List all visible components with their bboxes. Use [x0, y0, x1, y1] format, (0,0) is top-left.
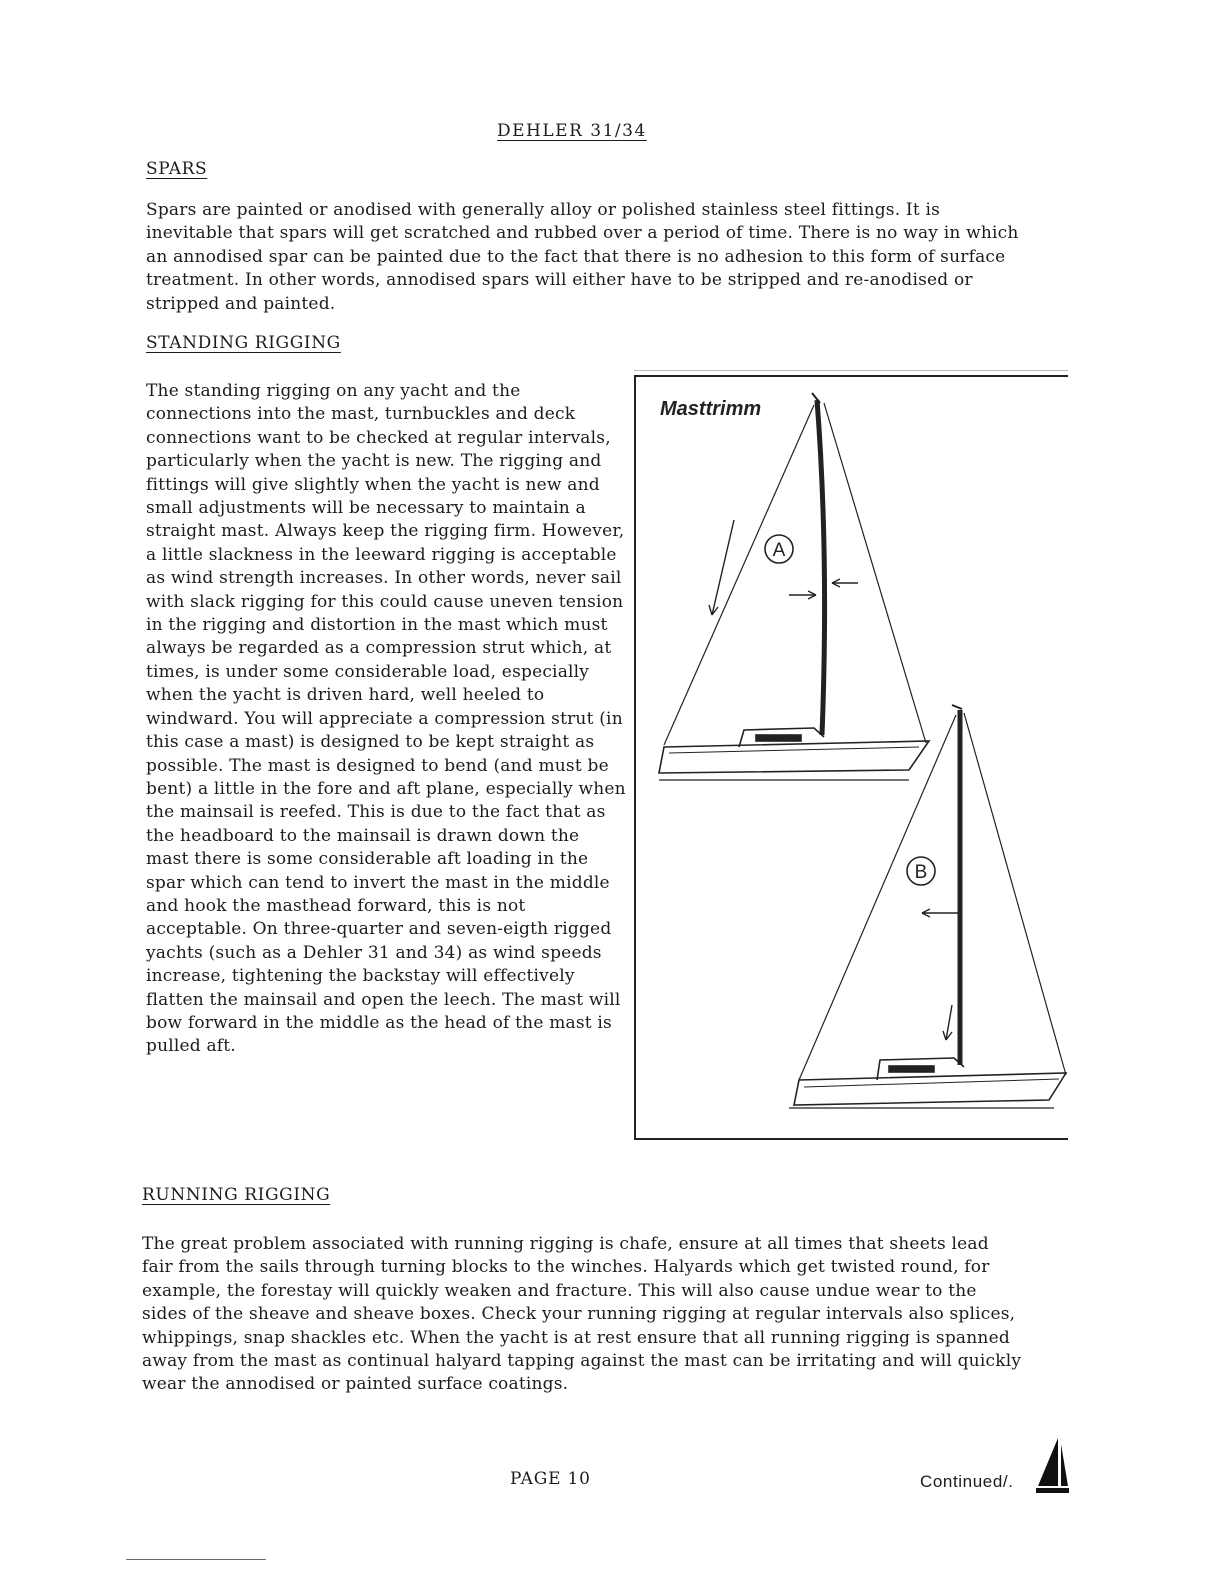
- page-number: PAGE 10: [510, 1469, 591, 1489]
- marker-a-label: A: [772, 540, 786, 561]
- marker-b-label: B: [914, 862, 928, 883]
- paragraph-running-rigging: The great problem associated with running rigging is chafe, ensure at all times that sheets lead fair from the sails through turning blocks to the winches. Halyards which get twisted round, for example, the forestay will quickly weaken and fracture. This will also cause undue wear to the sides of the sheave and sheave boxes. Check your running rigging at regular intervals also splices, whippings, snap shackles etc. When the yacht is at rest ensure that all running rigging is spanned away from the mast as continual halyard tapping against the mast can be irritating and will quickly wear the annodised or painted surface coatings.: [142, 1234, 1022, 1395]
- footer-rule: [126, 1559, 266, 1560]
- backstay-b: [964, 713, 1066, 1075]
- sailboat-diagram: [634, 375, 1068, 1140]
- forestay-a: [664, 405, 814, 745]
- page-title: DEHLER 31/34: [497, 121, 647, 141]
- continued-label: Continued/.: [920, 1472, 1014, 1491]
- dehler-logo-icon: [1034, 1436, 1070, 1494]
- heading-running-rigging: RUNNING RIGGING: [142, 1185, 331, 1205]
- boat-b-illustration: [789, 705, 1066, 1108]
- paragraph-spars: Spars are painted or anodised with generally alloy or polished stainless steel fittings. It is inevitable that spars will get scratched and rubbed over a period of time. There is no way in which an annodised spar can be painted due to the fact that there is no adhesion to this form of surface treatment. In other words, annodised spars will either have to be stripped and re-anodised or stripped and painted.: [146, 200, 1019, 314]
- boat-a-illustration: [659, 393, 929, 780]
- hull-a: [659, 741, 929, 773]
- heading-spars: SPARS: [146, 159, 208, 179]
- mast-a: [817, 400, 825, 735]
- figure-top-rule: [634, 370, 1068, 371]
- heading-standing-rigging: STANDING RIGGING: [146, 333, 341, 353]
- backstay-a: [824, 403, 926, 743]
- hull-b: [794, 1073, 1066, 1105]
- figure-label: Masttrimm: [660, 398, 762, 420]
- paragraph-standing-rigging: The standing rigging on any yacht and the connections into the mast, turnbuckles and deck connections want to be checked at regular intervals, particularly when the yacht is new. The rigging and fittings will give slightly when the yacht is new and small adjustments will be necessary to maintain a straight mast. Always keep the rigging firm. However, a little slackness in the leeward rigging is acceptable as wind strength increases. In other words, never sail with slack rigging for this could cause uneven tension in the rigging and distortion in the mast which must always be regarded as a compression strut which, at times, is under some considerable load, especially when the yacht is driven hard, well heeled to windward. You will appreciate a compression strut (in this case a mast) is designed to be kept straight as possible. The mast is designed to bend (and must be bent) a little in the fore and aft plane, especially when the mainsail is reefed. This is due to the fact that as the headboard to the mainsail is drawn down the mast there is some considerable aft loading in the spar which can tend to invert the mast in the middle and hook the masthead forward, this is not acceptable. On three-quarter and seven-eigth rigged yachts (such as a Dehler 31 and 34) as wind speeds increase, tightening the backstay will effectively flatten the mainsail and open the leech. The mast will bow forward in the middle as the head of the mast is pulled aft.: [146, 381, 626, 1057]
